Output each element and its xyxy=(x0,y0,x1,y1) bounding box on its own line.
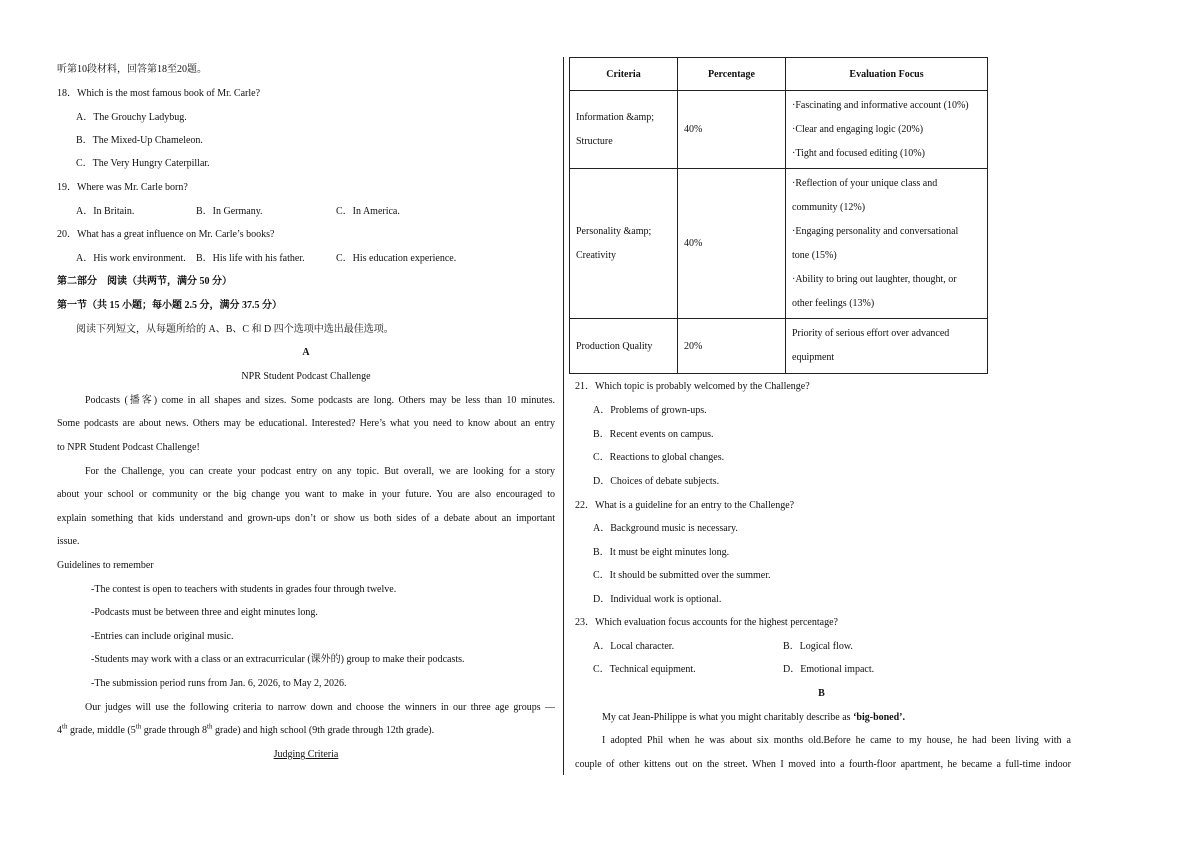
passage-a-paragraph-3-line-2: 4th grade, middle (5th grade through 8th grade) and high school (9th grade through 12th grade). xyxy=(57,722,435,736)
passage-a-paragraph-1-line-2: Some podcasts are about news. Others may be educational. Interested? Here’s what you need to know about an entry xyxy=(57,418,555,429)
passage-a-paragraph-2-line-4: issue. xyxy=(57,536,80,547)
section-one-heading: 第一节（共 15 小题；每小题 2.5 分，满分 37.5 分） xyxy=(57,300,282,311)
question-22-option-c: C．It should be submitted over the summer. xyxy=(593,570,771,581)
question-18-option-b: B．The Mixed-Up Chameleon. xyxy=(76,135,203,146)
reading-instruction: 阅读下列短文，从每题所给的 A、B、C 和 D 四个选项中选出最佳选项。 xyxy=(76,324,394,335)
question-18-option-c: C．The Very Hungry Caterpillar. xyxy=(76,158,210,169)
passage-a-paragraph-2-line-2: about your school or community or the big change you want to make in your future. You are also encouraged to xyxy=(57,489,555,500)
table-row xyxy=(570,91,988,169)
table-cell-focus: ·Fascinating and informative account (10%) ·Clear and engaging logic (20%) ·Tight and focused editing (10%) xyxy=(786,91,988,169)
question-22-stem: 22．What is a guideline for an entry to the Challenge? xyxy=(575,500,795,511)
column-divider xyxy=(563,57,564,775)
table-row xyxy=(570,169,988,319)
question-23-option-d: D．Emotional impact. xyxy=(783,664,875,675)
table-cell-percentage: 40% xyxy=(678,91,786,169)
guideline-5: -The submission period runs from Jan. 6, 2026, to May 2, 2026. xyxy=(91,678,347,689)
part-two-heading: 第二部分 阅读（共两节，满分 50 分） xyxy=(57,276,232,287)
table-row xyxy=(570,319,988,374)
question-19-option-b: B．In Germany. xyxy=(196,206,263,217)
judging-criteria-table xyxy=(569,57,988,374)
passage-b-letter: B xyxy=(818,688,825,699)
question-19-stem: 19．Where was Mr. Carle born? xyxy=(57,182,188,193)
question-21-option-d: D．Choices of debate subjects. xyxy=(593,476,720,487)
judging-criteria-title: Judging Criteria xyxy=(273,749,339,760)
question-22-option-b: B．It must be eight minutes long. xyxy=(593,547,730,558)
question-18-option-a: A．The Grouchy Ladybug. xyxy=(76,112,187,123)
table-header-row xyxy=(570,58,988,91)
table-cell-criteria: Production Quality xyxy=(570,319,678,374)
question-21-option-b: B．Recent events on campus. xyxy=(593,429,714,440)
table-cell-criteria: Personality &amp; Creativity xyxy=(570,169,678,319)
question-23-stem: 23．Which evaluation focus accounts for the highest percentage? xyxy=(575,617,838,628)
passage-a-paragraph-2-line-3: explain something that kids understand and grown-ups don’t or show us both sides of a debate about an important xyxy=(57,513,555,524)
question-21-option-c: C．Reactions to global changes. xyxy=(593,452,725,463)
question-23-option-b: B．Logical flow. xyxy=(783,641,853,652)
passage-b-paragraph-1: My cat Jean-Philippe is what you might charitably describe as ‘big-boned’. xyxy=(602,712,906,723)
question-19-option-a: A．In Britain. xyxy=(76,206,135,217)
question-20-option-a: A．His work environment. xyxy=(76,253,186,264)
question-20-option-c: C．His education experience. xyxy=(336,253,457,264)
table-cell-percentage: 20% xyxy=(678,319,786,374)
guideline-1: -The contest is open to teachers with students in grades four through twelve. xyxy=(91,584,397,595)
table-header-evaluation-focus: Evaluation Focus xyxy=(786,58,988,91)
passage-b-paragraph-2-line-1: I adopted Phil when he was about six months old.Before he came to my house, he had been living with a xyxy=(602,735,1071,746)
table-cell-focus: ·Reflection of your unique class and community (12%) ·Engaging personality and conversational tone (15%) ·Ability to bring out laughter, thought, or other feelings (13%) xyxy=(786,169,988,319)
guideline-2: -Podcasts must be between three and eight minutes long. xyxy=(91,607,318,618)
question-21-stem: 21．Which topic is probably welcomed by the Challenge? xyxy=(575,381,810,392)
guideline-3: -Entries can include original music. xyxy=(91,631,234,642)
passage-a-paragraph-1-line-3: to NPR Student Podcast Challenge! xyxy=(57,442,200,453)
question-20-stem: 20．What has a great influence on Mr. Carle’s books? xyxy=(57,229,275,240)
question-18-stem: 18．Which is the most famous book of Mr. Carle? xyxy=(57,88,261,99)
question-23-option-a: A．Local character. xyxy=(593,641,675,652)
passage-a-paragraph-2-line-1: For the Challenge, you can create your podcast entry on any topic. But overall, we are looking for a story xyxy=(85,466,555,477)
table-header-percentage: Percentage xyxy=(678,58,786,91)
passage-a-paragraph-1-line-1: Podcasts (播客) come in all shapes and sizes. Some podcasts are long. Others may be less than 10 minutes. xyxy=(85,395,555,406)
question-19-option-c: C．In America. xyxy=(336,206,400,217)
guideline-4: -Students may work with a class or an extracurricular (课外的) group to make their podcasts. xyxy=(91,654,465,665)
question-23-option-c: C．Technical equipment. xyxy=(593,664,696,675)
question-22-option-d: D．Individual work is optional. xyxy=(593,594,722,605)
question-20-option-b: B．His life with his father. xyxy=(196,253,305,264)
passage-b-paragraph-2-line-2: couple of other kittens out on the street. When I moved into a fourth-floor apartment, he became a full-time indoor xyxy=(575,759,1071,770)
table-header-criteria: Criteria xyxy=(570,58,678,91)
guidelines-heading: Guidelines to remember xyxy=(57,560,154,571)
table-cell-criteria: Information &amp; Structure xyxy=(570,91,678,169)
listening-section-intro: 听第10段材料，回答第18至20题。 xyxy=(57,64,207,75)
table-cell-percentage: 40% xyxy=(678,169,786,319)
question-21-option-a: A．Problems of grown-ups. xyxy=(593,405,707,416)
question-22-option-a: A．Background music is necessary. xyxy=(593,523,738,534)
passage-a-paragraph-3-line-1: Our judges will use the following criteria to narrow down and choose the winners in our three age groups — xyxy=(85,702,555,713)
table-cell-focus: Priority of serious effort over advanced equipment xyxy=(786,319,988,374)
passage-a-letter: A xyxy=(302,347,310,358)
passage-a-title: NPR Student Podcast Challenge xyxy=(241,371,371,382)
